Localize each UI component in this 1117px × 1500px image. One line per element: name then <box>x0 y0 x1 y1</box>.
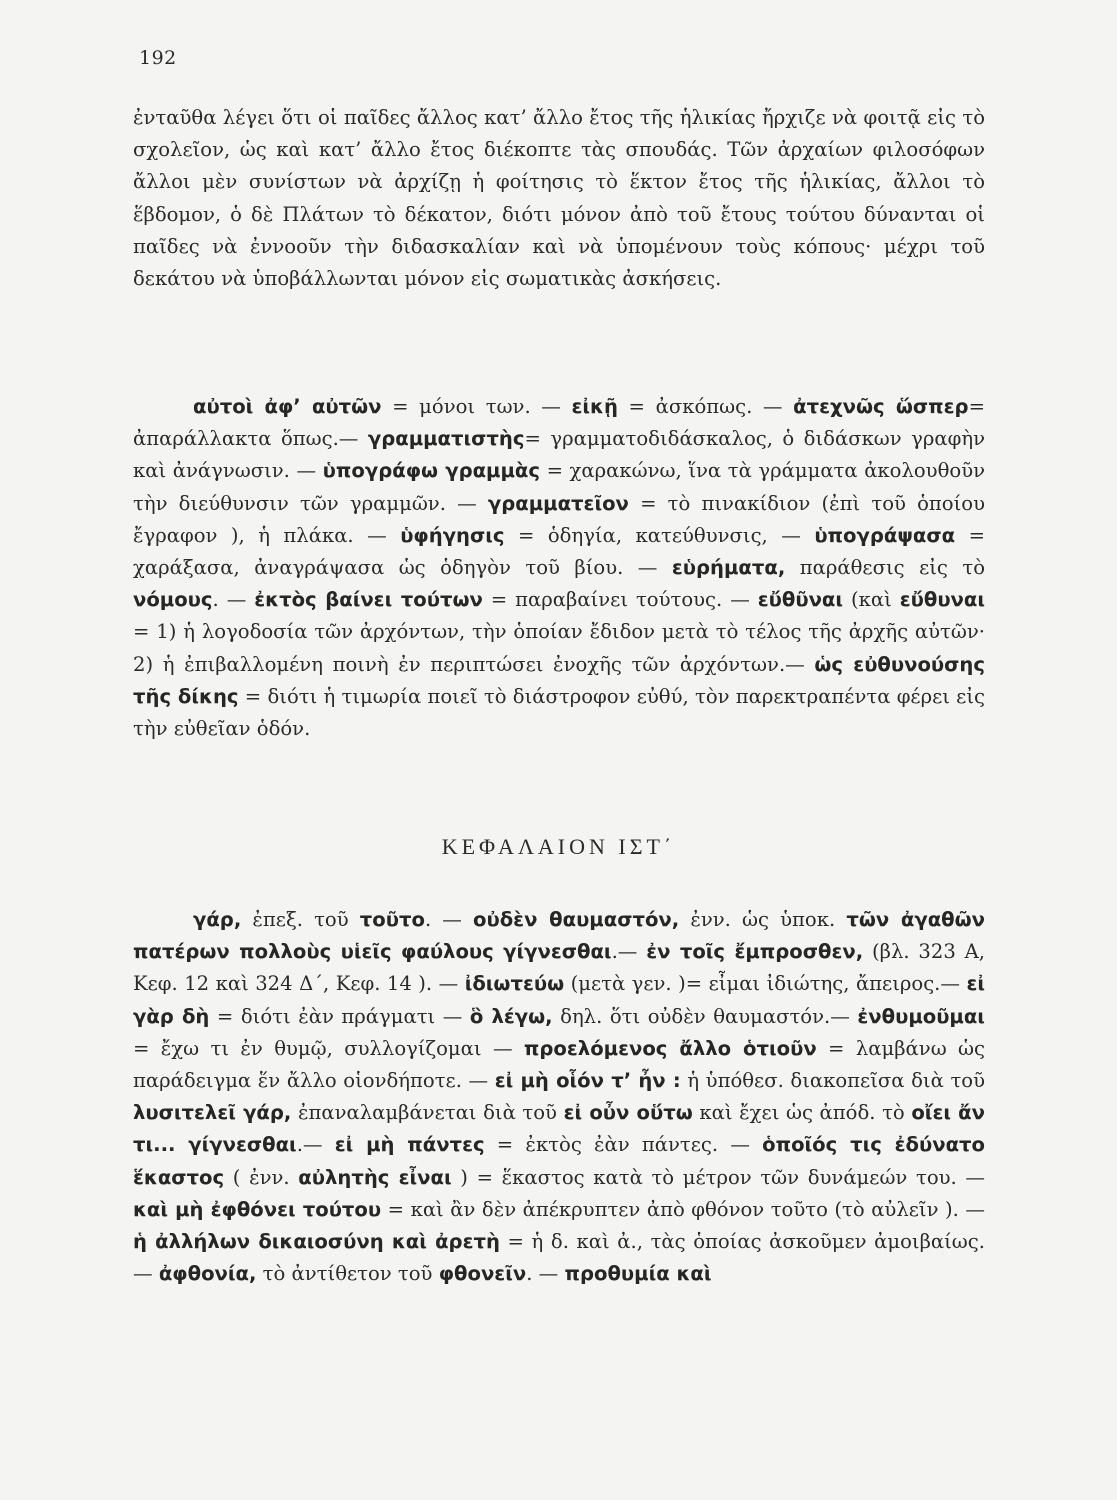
glossary-term: ἐκτὸς βαίνει τούτων <box>254 588 483 612</box>
glossary-definition: . — <box>424 908 474 931</box>
glossary-definition: = τὸ πινακίδιον (ἐπὶ τοῦ ὁποίου ἔγραφον ), ἡ πλάκα. — <box>133 491 985 547</box>
glossary-definition: . — <box>526 1262 565 1286</box>
glossary-definition: = καὶ ἂν δὲν ἀπέκρυπτεν ἀπὸ φθόνον τοῦτο (τὸ αὐλεῖν ). — <box>381 1197 985 1221</box>
glossary-definition: τὸ ἀντίθετον τοῦ <box>256 1262 439 1286</box>
glossary-term: οἴει ἄν τι... γίγνεσθαι <box>133 1101 985 1157</box>
glossary-definition: = γραμματοδιδάσκαλος, ὁ διδάσκων γραφὴν καὶ ἀνάγνωσιν. — <box>133 427 985 483</box>
glossary-term: ἀτεχνῶς ὥσπερ <box>793 395 969 418</box>
glossary-definition: = χαράξασα, ἀναγράψασα ὡς ὁδηγὸν τοῦ βίου. — <box>133 523 985 580</box>
glossary-term: ἡ ἀλλήλων δικαιοσύνη καὶ ἀρετὴ <box>133 1230 500 1254</box>
glossary-definition: ἐπεξ. τοῦ <box>241 908 360 931</box>
glossary-term: ὃ λέγω, <box>469 1004 553 1028</box>
glossary-term: νόμους <box>133 588 213 612</box>
glossary-definition: = ἀπαράλλακτα ὅπως.— <box>133 395 985 451</box>
glossary-definition: . — <box>212 588 255 612</box>
glossary-definition: = ἡ δ. καὶ ἀ., τὰς ὁποίας ἀσκοῦμεν ἀμοιβαίως. — <box>133 1230 985 1286</box>
glossary-term: εὑρήματα, <box>671 556 786 580</box>
glossary-definition: .— <box>296 1133 335 1157</box>
glossary-definition: ἐνν. ὡς ὑποκ. <box>679 908 847 931</box>
glossary-term: προελόμενος ἄλλο ὁτιοῦν <box>523 1036 817 1060</box>
glossary-definition: ἡ ὑπόθεσ. διακοπεῖσα διὰ τοῦ <box>680 1069 985 1093</box>
glossary-term: καὶ μὴ ἐφθόνει τούτου <box>133 1197 382 1221</box>
glossary-term: εὔθυναι <box>899 588 985 612</box>
glossary-term: γάρ, <box>193 908 242 931</box>
glossary-term: εἰ μὴ οἷόν τ’ ἦν : <box>494 1069 681 1093</box>
glossary-term: ὑπογράψασα <box>814 523 956 547</box>
glossary-definition: = μόνοι των. — <box>381 395 572 418</box>
glossary-term: ἐνθυμοῦμαι <box>857 1004 985 1028</box>
glossary-definition: ) = ἕκαστος κατὰ τὸ μέτρον τῶν δυνάμεών του. — <box>451 1165 985 1189</box>
glossary-definition: ( ἐνν. <box>224 1165 299 1189</box>
glossary-definition: = ἐκτὸς ἐὰν πάντες. — <box>484 1133 763 1157</box>
glossary-term: ἐν τοῖς ἔμπροσθεν, <box>646 940 864 964</box>
glossary-term: τῶν ἀγαθῶν πατέρων πολλοὺς υἱεῖς φαύλους γίγνεσθαι <box>133 908 986 964</box>
glossary-definition: = 1) ἡ λογοδοσία τῶν ἀρχόντων, τὴν ὁποίαν ἔδιδον μετὰ τὸ τέλος τῆς ἀρχῆς αὐτῶν· 2) ἡ ἐπιβαλλομένη ποινὴ ἐν περιπτώσει ἐνοχῆς τῶν ἀρχόντων.— <box>133 620 985 676</box>
notes-section-15 <box>133 391 985 745</box>
glossary-definition: = διότι ἡ τιμωρία ποιεῖ τὸ διάστροφον εὐθύ, τὸν παρεκτραπέντα φέρει εἰς τὴν εὐθεῖαν ὁδόν. <box>133 684 985 741</box>
glossary-term: εἰ γὰρ δὴ <box>133 972 986 1028</box>
glossary-term: εὔθῦναι <box>757 588 844 612</box>
glossary-term: προθυμία καὶ <box>564 1262 712 1286</box>
commentary-text: ἐνταῦθα λέγει ὅτι οἱ παῖδες ἄλλος κατ’ ἄλλο ἔτος τῆς ἡλικίας ἤρχιζε νὰ φοιτᾷ εἰς τὸ σχολεῖον, ὡς καὶ κατ’ ἄλλο ἔτος διέκοπτε τὰς σπουδάς. Τῶν ἀρχαίων φιλοσόφων ἄλλοι μὲν συνίστων νὰ ἀρχίζῃ ἡ φοίτησις τὸ ἕκτον ἔτος τῆς ἡλικίας, ἄλλοι τὸ ἕβδομον, ὁ δὲ Πλάτων τὸ δέκατον, διότι μόνον ἀπὸ τοῦ ἔτους τούτου δύνανται οἱ παῖδες νὰ ἐννοοῦν τὴν διδασκαλίαν καὶ νὰ ὑπομένουν τοὺς κόπους· μέχρι τοῦ δεκάτου νὰ ὑποβάλλωνται μόνον εἰς σωματικὰς ἀσκήσεις. <box>133 106 985 291</box>
page-number: 192 <box>139 47 177 69</box>
glossary-definition: = διότι ἐὰν πράγματι — <box>209 1004 470 1028</box>
glossary-definition: δηλ. ὅτι οὐδὲν θαυμαστόν.— <box>552 1004 858 1028</box>
glossary-term: γραμματεῖον <box>487 491 629 515</box>
glossary-definition: = ὁδηγία, κατεύθυνσις, — <box>504 523 815 547</box>
glossary-term: ἰδιωτεύω <box>464 972 565 996</box>
notes-paragraph <box>133 904 985 1290</box>
glossary-definition: = ἀσκόπως. — <box>617 395 794 418</box>
glossary-term: τοῦτο <box>359 908 425 931</box>
glossary-term: αὐτοὶ ἀφ’ αὐτῶν <box>193 395 382 418</box>
glossary-definition: (βλ. 323 Α, Κεφ. 12 καὶ 324 Δ΄, Κεφ. 14 ). — <box>133 940 985 996</box>
glossary-definition: ἐπαναλαμβάνεται διὰ τοῦ <box>291 1101 564 1125</box>
glossary-definition: = παραβαίνει τούτους. — <box>482 588 758 612</box>
glossary-definition: .— <box>611 940 647 964</box>
glossary-term: οὐδὲν θαυμαστόν, <box>473 908 680 931</box>
glossary-term: ὑπογράφω γραμμὰς <box>322 459 540 483</box>
glossary-definition: (καὶ <box>843 588 900 612</box>
glossary-term: εἰκῇ <box>571 395 618 418</box>
glossary-definition: = χαρακώνω, ἵνα τὰ γράμματα ἀκολουθοῦν τὴν διεύθυνσιν τῶν γραμμῶν. — <box>133 459 986 515</box>
notes-paragraph <box>133 391 985 745</box>
commentary-paragraph <box>133 102 985 295</box>
glossary-term: γραμματιστὴς <box>367 427 525 451</box>
glossary-term: ὁποῖός τις ἐδύνατο ἕκαστος <box>133 1133 985 1189</box>
glossary-definition: = ἔχω τι ἐν θυμῷ, συλλογίζομαι — <box>133 1036 524 1060</box>
chapter-heading: ΚΕΦΑΛΑΙΟΝ ΙΣΤ΄ <box>441 834 676 859</box>
glossary-term: ὡς εὐθυνούσης τῆς δίκης <box>133 652 985 708</box>
glossary-term: λυσιτελεῖ γάρ, <box>133 1101 292 1125</box>
glossary-term: φθονεῖν <box>438 1262 527 1286</box>
glossary-term: ὑφήγησις <box>400 523 505 547</box>
glossary-term: αὐλητὴς εἶναι <box>298 1165 452 1189</box>
glossary-term: εἰ οὖν οὕτω <box>563 1101 693 1125</box>
glossary-definition: παράθεσις εἰς τὸ <box>785 556 986 580</box>
notes-section-16 <box>133 904 985 1290</box>
glossary-term: ἀφθονία, <box>158 1262 257 1286</box>
glossary-definition: (μετὰ γεν. )= εἶμαι ἰδιώτης, ἄπειρος.— <box>564 972 967 996</box>
glossary-definition: = λαμβάνω ὡς παράδειγμα ἕν ἄλλο οἱονδήποτε. — <box>133 1036 985 1093</box>
glossary-term: εἰ μὴ πάντες <box>334 1133 485 1157</box>
glossary-definition: καὶ ἔχει ὡς ἀπόδ. τὸ <box>692 1101 912 1125</box>
